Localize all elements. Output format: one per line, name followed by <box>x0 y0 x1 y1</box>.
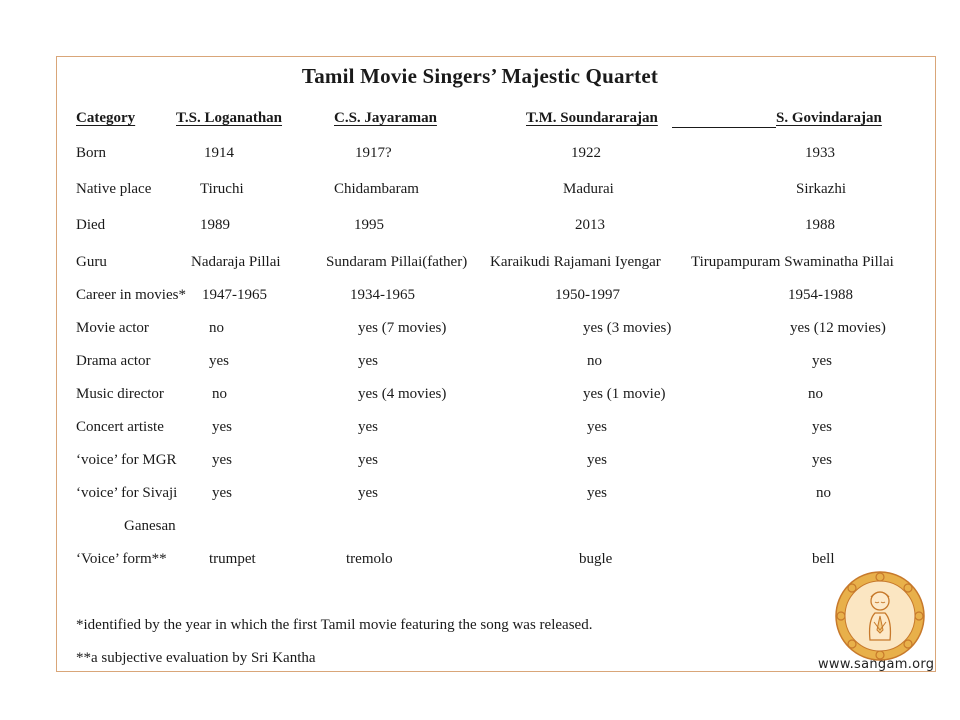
header-soundararajan: T.M. Soundararajan <box>526 110 658 126</box>
table-cell: 1947-1965 <box>202 287 267 303</box>
table-cell: tremolo <box>346 551 393 567</box>
row-label: Career in movies* <box>76 287 186 303</box>
table-cell: Nadaraja Pillai <box>191 254 281 270</box>
table-cell: no <box>587 353 602 369</box>
table-cell: yes <box>212 452 232 468</box>
header-rule <box>672 127 776 128</box>
table-cell: bell <box>812 551 835 567</box>
table-cell: yes <box>358 353 378 369</box>
watermark-url: www.sangam.org <box>818 657 935 672</box>
table-cell: yes <box>812 419 832 435</box>
table-cell: trumpet <box>209 551 256 567</box>
header-jayaraman: C.S. Jayaraman <box>334 110 437 126</box>
table-cell: 1933 <box>805 145 835 161</box>
row-label: Movie actor <box>76 320 149 336</box>
row-label: ‘voice’ for MGR <box>76 452 177 468</box>
table-cell: yes <box>358 485 378 501</box>
table-cell: yes <box>209 353 229 369</box>
table-cell: yes <box>587 452 607 468</box>
table-cell: Sundaram Pillai(father) <box>326 254 468 270</box>
row-label: Drama actor <box>76 353 151 369</box>
table-cell: yes (1 movie) <box>583 386 666 402</box>
header-govindarajan: S. Govindarajan <box>776 110 882 126</box>
table-cell: yes <box>812 353 832 369</box>
table-cell: 1917? <box>355 145 392 161</box>
table-cell: yes <box>212 419 232 435</box>
table-cell: Sirkazhi <box>796 181 846 197</box>
table-cell: no <box>212 386 227 402</box>
table-cell: yes <box>587 419 607 435</box>
table-cell: yes <box>212 485 232 501</box>
row-label: Concert artiste <box>76 419 164 435</box>
table-cell: 1988 <box>805 217 835 233</box>
table-cell: no <box>209 320 224 336</box>
table-cell: yes (4 movies) <box>358 386 447 402</box>
row-label-continuation: Ganesan <box>124 518 176 534</box>
table-cell: yes (12 movies) <box>790 320 886 336</box>
table-cell: bugle <box>579 551 613 567</box>
row-label: Guru <box>76 254 107 270</box>
header-category: Category <box>76 110 136 126</box>
table-cell: 1954-1988 <box>788 287 853 303</box>
row-label: Born <box>76 145 106 161</box>
table-cell: 1934-1965 <box>350 287 415 303</box>
table-cell: Tiruchi <box>200 181 244 197</box>
footnote-voice: **a subjective evaluation by Sri Kantha <box>76 650 316 666</box>
table-cell: yes (3 movies) <box>583 320 672 336</box>
table-cell: 1914 <box>204 145 234 161</box>
table-cell: 1922 <box>571 145 601 161</box>
table-title: Tamil Movie Singers’ Majestic Quartet <box>301 64 659 88</box>
table-cell: 1989 <box>200 217 230 233</box>
row-label: Died <box>76 217 106 233</box>
table-cell: no <box>816 485 831 501</box>
table-cell: Karaikudi Rajamani Iyengar <box>490 254 661 270</box>
table-cell: 1995 <box>354 217 384 233</box>
table-cell: 1950-1997 <box>555 287 620 303</box>
row-label: Music director <box>76 386 164 402</box>
table-cell: yes <box>812 452 832 468</box>
table-cell: no <box>808 386 823 402</box>
table-cell: yes <box>358 419 378 435</box>
header-loganathan: T.S. Loganathan <box>176 110 283 126</box>
table-cell: yes (7 movies) <box>358 320 447 336</box>
footnote-career: *identified by the year in which the first Tamil movie featuring the song was released. <box>76 617 593 633</box>
table-cell: yes <box>358 452 378 468</box>
row-label: ‘voice’ for Sivaji <box>76 485 178 501</box>
table-cell: yes <box>587 485 607 501</box>
row-label: ‘Voice’ form** <box>76 551 167 567</box>
row-label: Native place <box>76 181 152 197</box>
sangam-logo-icon <box>834 570 926 662</box>
table-cell: Madurai <box>563 181 614 197</box>
table-cell: Chidambaram <box>334 181 419 197</box>
table-cell: 2013 <box>575 217 605 233</box>
slide-frame <box>56 56 936 672</box>
table-cell: Tirupampuram Swaminatha Pillai <box>691 254 894 270</box>
